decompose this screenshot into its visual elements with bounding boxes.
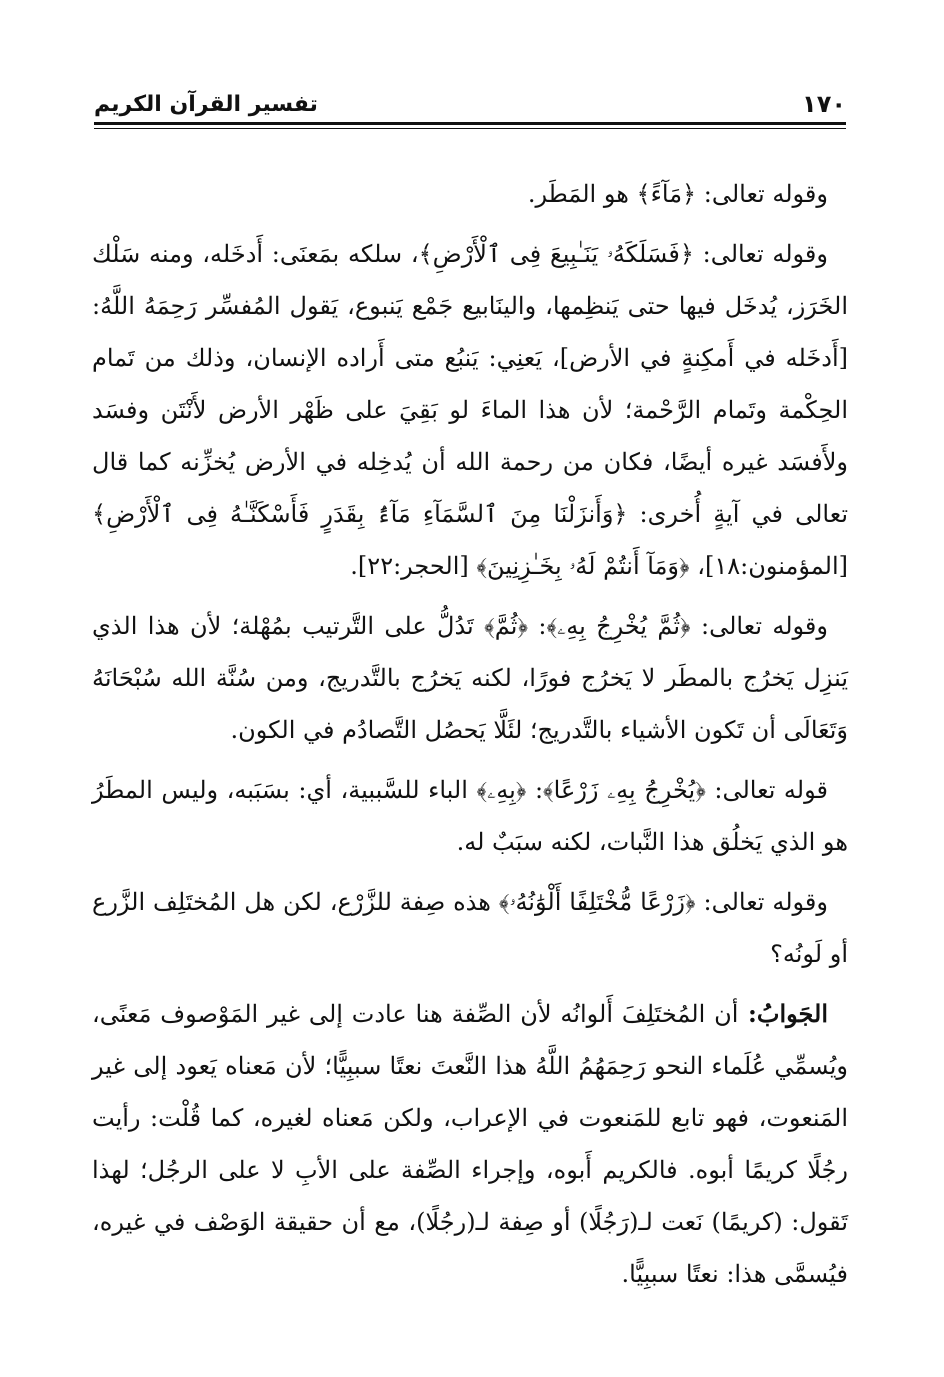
answer-text: أن المُختَلِفَ أَلوانُه لأن الصِّفة هنا عادت إلى غير المَوْصوف مَعنًى، ويُسمِّي عُلَماء النحو رَحِمَهُمُ اللَّهُ هذا النَّعتَ نعتًا سببِيًّا؛ لأن مَعناه يَعود إلى غير المَنعوت، فهو تابع للمَنعوت في الإعراب، ولكن مَعناه لغيره، كما قُلْت: رأيت رجُلًا كريمًا أبوه. فالكريم أَبوه، وإجراء الصِّفة على الأبِ لا على الرجُل؛ لهذا تَقول: (كريمًا) نَعت لـ(رَجُلًا) أو صِفة لـ(رجُلًا)، مع أن حقيقة الوَصْف في غيره، فيُسمَّى هذا: نعتًا سببِيًّا. xyxy=(92,1000,848,1288)
header-rule xyxy=(94,122,846,125)
page-number: ١٧٠ xyxy=(802,90,846,118)
paragraph-2: وقوله تعالى: ﴿فَسَلَكَهُۥ يَنَـٰبِيعَ فِى ٱلْأَرْضِ﴾، سلكه بمَعنَى: أَدخَله، ومنه سَلْك الخَرَز، يُدخَل فيها حتى يَنظِمها، والينَابيع جَمْع يَنبوع، يَقول المُفسِّر رَحِمَهُ اللَّهُ: [أَدخَله في أَمكِنةٍ في الأرض]، يَعنِي: يَنبُع متى أَراده الإنسان، وذلك من تَمام الحِكْمة وتَمام الرَّحْمة؛ لأن هذا الماءَ لو بَقِيَ على ظَهْر الأرض لأَنْتَن وفسَد ولأَفسَد غيره أيضًا، فكان من رحمة الله أن يُدخِله في الأرض يُخزِّنه كما قال تعالى في آيةٍ أُخرى: ﴿وَأَنزَلْنَا مِنَ ٱلسَّمَآءِ مَآءًۢ بِقَدَرٍ فَأَسْكَنَّـٰهُ فِى ٱلْأَرْضِ﴾ [المؤمنون:١٨]، ﴿وَمَآ أَنتُمْ لَهُۥ بِخَـٰزِنِينَ﴾ [الحجر:٢٢]. xyxy=(92,240,848,580)
body-text xyxy=(92,168,848,1308)
paragraph-4: قوله تعالى: ﴿يُخْرِجُ بِهِۦ زَرْعًا﴾: ﴿بِهِۦ﴾ الباء للسَّببية، أي: بسَبَبه، وليس المطَرُ هو الذي يَخلُق هذا النَّبات، لكنه سبَبٌ له. xyxy=(92,776,848,856)
paragraph-3: وقوله تعالى: ﴿ثُمَّ يُخْرِجُ بِهِۦ﴾: ﴿ثُمَّ﴾ تَدُلُّ على التَّرتيب بمُهْلة؛ لأن هذا الذي يَنزِل يَخرُج بالمطَر لا يَخرُج فورًا، لكنه يَخرُج بالتَّدريج، ومن سُنَّة الله سُبْحَانَهُ وَتَعَالَى أن تَكون الأشياء بالتَّدريج؛ لئَلَّا يَحصُل التَّصادُم في الكون. xyxy=(92,612,848,744)
paragraph-1: وقوله تعالى: ﴿مَآءً﴾ هو المَطَر. xyxy=(527,180,828,208)
header-rule-thin xyxy=(94,128,846,129)
paragraph-6 xyxy=(92,988,848,1300)
running-header xyxy=(94,86,846,122)
book-title: تفسير القرآن الكريم xyxy=(94,91,318,117)
answer-label: الجَوابُ: xyxy=(738,999,828,1028)
paragraph-5: وقوله تعالى: ﴿زَرْعًا مُّخْتَلِفًا أَلْوَٰنُهُۥ﴾ هذه صِفة للزَّرْع، لكن هل المُختَلِف الزَّرع أو لَونُه؟ xyxy=(92,888,848,968)
